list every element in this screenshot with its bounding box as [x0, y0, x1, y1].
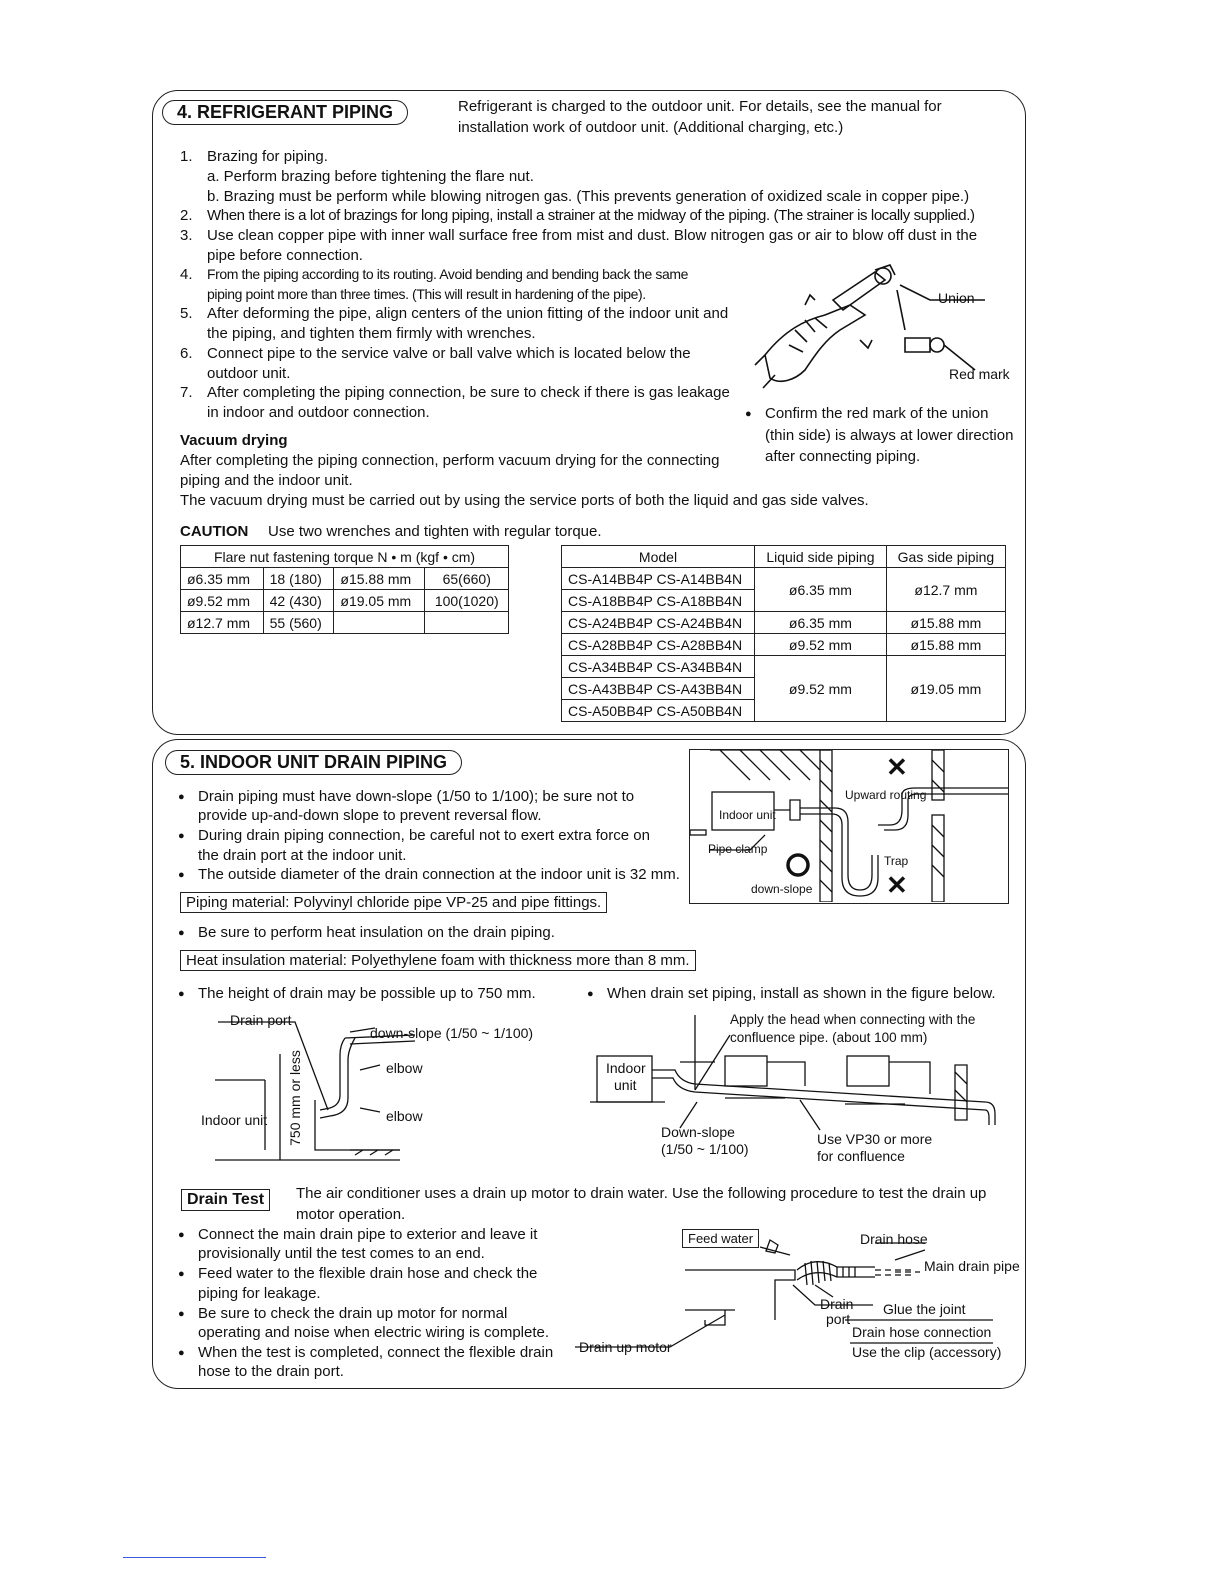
test-bullet-2b: piping for leakage. — [198, 1285, 321, 1302]
step-number: 1. — [180, 148, 193, 165]
torque-cell — [425, 612, 509, 634]
vacuum-title: Vacuum drying — [180, 432, 288, 449]
fig2-height: 750 mm or less — [286, 1050, 303, 1146]
fig4-drain-motor: Drain up motor — [579, 1339, 672, 1355]
insulation-material-box: Heat insulation material: Polyethylene foam with thickness more than 8 mm. — [180, 950, 696, 971]
drain-test-label: Drain Test — [181, 1189, 270, 1211]
fig3-down-slope-1: Down-slope — [661, 1124, 735, 1140]
vacuum-line-3: The vacuum drying must be carried out by using the service ports of both the liquid and gas side valves. — [180, 492, 869, 509]
gas-cell: ø12.7 mm — [886, 568, 1005, 612]
fig2-drain-port: Drain port — [230, 1012, 292, 1028]
step-text: When there is a lot of brazings for long piping, install a strainer at the midway of the piping. (The strainer is locally supplied.) — [207, 207, 975, 224]
torque-header: Flare nut fastening torque N • m (kgf • cm) — [181, 546, 509, 568]
fig4-drain-port-1: Drain — [820, 1296, 854, 1312]
drain-test-intro-2: motor operation. — [296, 1206, 406, 1223]
drain-bullet-1a: ● Drain piping must have down-slope (1/50 to 1/100); be sure not to — [198, 787, 634, 806]
step-text: Connect pipe to the service valve or ball valve which is located below the — [207, 345, 691, 362]
model-cell: CS-A28BB4P CS-A28BB4N — [562, 634, 755, 656]
torque-cell: ø12.7 mm — [181, 612, 264, 634]
drain-bullet-2b: the drain port at the indoor unit. — [198, 847, 407, 864]
fig3-note-1: Apply the head when connecting with the — [730, 1012, 976, 1027]
fig3-indoor-1: Indoor — [606, 1060, 646, 1076]
model-table — [561, 545, 1006, 722]
fig1-down-slope: down-slope — [751, 882, 813, 896]
caution-label: CAUTION — [180, 523, 249, 540]
step-text: Use clean copper pipe with inner wall surface free from mist and dust. Blow nitrogen gas or air to blow off dust in the — [207, 227, 978, 244]
fig3-vp30-2: for confluence — [817, 1148, 905, 1164]
drain-slope-drawing — [690, 750, 1008, 902]
step-number: 7. — [180, 384, 193, 401]
fig4-feed-water: Feed water — [682, 1229, 759, 1248]
confirm-note-1: ● Confirm the red mark of the union — [765, 404, 988, 423]
test-bullet-3b: operating and noise when electric wiring is complete. — [198, 1324, 550, 1341]
section4-intro-2: installation work of outdoor unit. (Additional charging, etc.) — [458, 119, 844, 136]
step-text: the piping, and tighten them firmly with wrenches. — [207, 325, 536, 342]
step-number: 4. — [180, 266, 193, 283]
drain-bullet-1b: provide up-and-down slope to prevent reversal flow. — [198, 807, 542, 824]
fig3-indoor-2: unit — [614, 1077, 637, 1093]
confirm-note-2: (thin side) is always at lower direction — [765, 427, 1014, 444]
step-number: 5. — [180, 305, 193, 322]
torque-cell: ø15.88 mm — [334, 568, 425, 590]
red-mark-label: Red mark — [949, 366, 1010, 382]
insulation-bullet: ● Be sure to perform heat insulation on the drain piping. — [198, 923, 555, 942]
torque-cell: ø9.52 mm — [181, 590, 264, 612]
fig2-down-slope: down-slope (1/50 ~ 1/100) — [370, 1025, 534, 1041]
step-number: 6. — [180, 345, 193, 362]
step-text: From the piping according to its routing. Avoid bending and bending back the same — [207, 266, 689, 282]
fig4-glue: Glue the joint — [883, 1301, 966, 1317]
fig4-main-drain-pipe: Main drain pipe — [924, 1258, 1020, 1274]
torque-cell: 42 (430) — [263, 590, 334, 612]
model-cell: CS-A14BB4P CS-A14BB4N — [562, 568, 755, 590]
vacuum-line-1: After completing the piping connection, perform vacuum drying for the connecting — [180, 452, 720, 469]
height-bullet: ● The height of drain may be possible up to 750 mm. — [198, 984, 536, 1003]
torque-cell — [334, 612, 425, 634]
fig4-drain-hose: Drain hose — [860, 1231, 928, 1247]
liquid-cell: ø9.52 mm — [755, 634, 887, 656]
fig1-trap: Trap — [884, 854, 909, 868]
torque-cell: 100(1020) — [425, 590, 509, 612]
step-text: After completing the piping connection, be sure to check if there is gas leakage — [207, 384, 730, 401]
footer-link-line — [123, 1557, 266, 1558]
test-bullet-1b: provisionally until the test comes to an end. — [198, 1245, 485, 1262]
step-number: 2. — [180, 207, 193, 224]
fig1-upward-routing: Upward routing — [845, 788, 927, 802]
step-text: in indoor and outdoor connection. — [207, 404, 430, 421]
torque-cell: 65(660) — [425, 568, 509, 590]
section5-title: 5. INDOOR UNIT DRAIN PIPING — [165, 750, 462, 775]
torque-cell: 55 (560) — [263, 612, 334, 634]
step-number: 3. — [180, 227, 193, 244]
fig4-clip: Use the clip (accessory) — [852, 1344, 1002, 1360]
caution-text: Use two wrenches and tighten with regular torque. — [268, 523, 602, 540]
fig3-vp30-1: Use VP30 or more — [817, 1131, 933, 1147]
section4-intro-1: Refrigerant is charged to the outdoor unit. For details, see the manual for — [458, 98, 942, 115]
fig1-pipe-clamp: Pipe clamp — [708, 842, 768, 856]
fig1-indoor-unit: Indoor unit — [719, 808, 776, 822]
model-cell: CS-A34BB4P CS-A34BB4N — [562, 656, 755, 678]
torque-cell: ø19.05 mm — [334, 590, 425, 612]
step-text: pipe before connection. — [207, 247, 363, 264]
drain-bullet-2a: ● During drain piping connection, be careful not to exert extra force on — [198, 826, 650, 845]
model-cell: CS-A24BB4P CS-A24BB4N — [562, 612, 755, 634]
fig1-ng-mark-top: ✕ — [886, 752, 908, 782]
model-cell: CS-A43BB4P CS-A43BB4N — [562, 678, 755, 700]
step-text: b. Brazing must be perform while blowing nitrogen gas. (This prevents generation of oxidized scale in copper pipe.) — [207, 188, 970, 205]
test-bullet-2a: ● Feed water to the flexible drain hose and check the — [198, 1264, 537, 1283]
step-text: After deforming the pipe, align centers of the union fitting of the indoor unit and — [207, 305, 729, 322]
model-cell: CS-A18BB4P CS-A18BB4N — [562, 590, 755, 612]
fig3-note-2: confluence pipe. (about 100 mm) — [730, 1030, 928, 1045]
model-header: Model — [562, 546, 755, 568]
fig3-down-slope-2: (1/50 ~ 1/100) — [661, 1141, 749, 1157]
drain-test-intro-1: The air conditioner uses a drain up motor to drain water. Use the following procedure to test the drain up — [296, 1185, 987, 1202]
gas-header: Gas side piping — [886, 546, 1005, 568]
fig2-indoor-unit: Indoor unit — [201, 1112, 268, 1128]
liquid-cell: ø6.35 mm — [755, 568, 887, 612]
test-bullet-1a: ● Connect the main drain pipe to exterior and leave it — [198, 1225, 537, 1244]
torque-cell: ø6.35 mm — [181, 568, 264, 590]
piping-material-box: Piping material: Polyvinyl chloride pipe VP-25 and pipe fittings. — [180, 892, 607, 913]
liquid-cell: ø6.35 mm — [755, 612, 887, 634]
fig4-drain-port-2: port — [826, 1311, 851, 1327]
section4-title: 4. REFRIGERANT PIPING — [162, 100, 408, 125]
step-text: outdoor unit. — [207, 365, 291, 382]
confirm-note-3: after connecting piping. — [765, 448, 921, 465]
vacuum-line-2: piping and the indoor unit. — [180, 472, 353, 489]
fig2-elbow-bottom: elbow — [386, 1108, 423, 1124]
gas-cell: ø15.88 mm — [886, 612, 1005, 634]
model-cell: CS-A50BB4P CS-A50BB4N — [562, 700, 755, 722]
gas-cell: ø19.05 mm — [886, 656, 1005, 722]
step-text: piping point more than three times. (This will result in hardening of the pipe). — [207, 286, 646, 302]
step-text: a. Perform brazing before tightening the flare nut. — [207, 168, 534, 185]
test-bullet-3a: ● Be sure to check the drain up motor for normal — [198, 1304, 507, 1323]
torque-cell: 18 (180) — [263, 568, 334, 590]
set-piping-bullet: ● When drain set piping, install as shown in the figure below. — [607, 984, 996, 1003]
drain-bullet-3: ● The outside diameter of the drain connection at the indoor unit is 32 mm. — [198, 865, 680, 884]
test-bullet-4b: hose to the drain port. — [198, 1363, 344, 1380]
fig2-elbow-top: elbow — [386, 1060, 423, 1076]
fig1-ng-mark-bottom: ✕ — [886, 870, 908, 900]
step-text: Brazing for piping. — [207, 148, 328, 165]
torque-table — [180, 545, 509, 634]
fig4-hose-connection: Drain hose connection — [852, 1324, 992, 1340]
liquid-header: Liquid side piping — [755, 546, 887, 568]
union-label: Union — [938, 290, 975, 306]
gas-cell: ø15.88 mm — [886, 634, 1005, 656]
test-bullet-4a: ● When the test is completed, connect the flexible drain — [198, 1343, 553, 1362]
liquid-cell: ø9.52 mm — [755, 656, 887, 722]
